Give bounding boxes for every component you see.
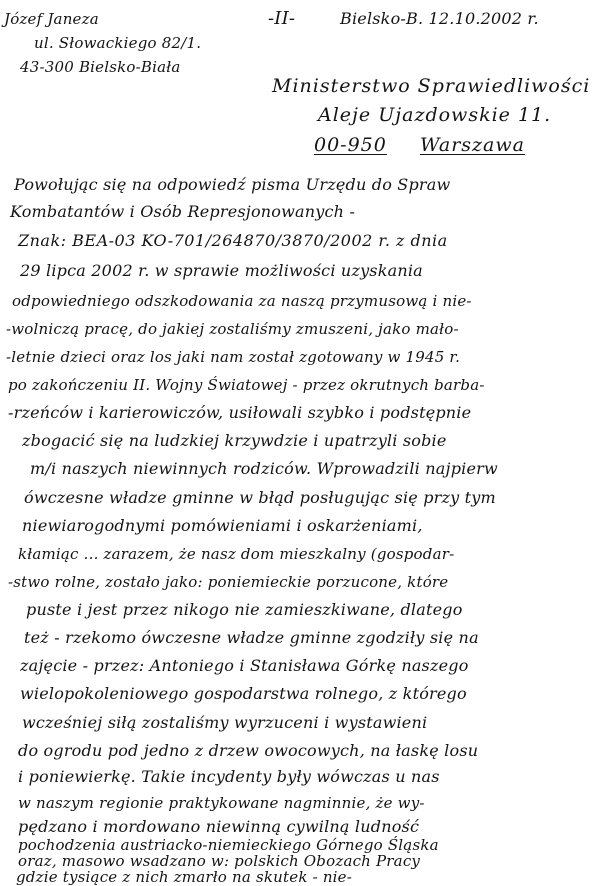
body-line: ówczesne władze gminne w błąd posługując się przy tym [24,488,496,507]
body-line: do ogrodu pod jedno z drzew owocowych, na łaskę losu [18,741,479,760]
body-line: pędzano i mordowano niewinną cywilną ludność [18,817,420,836]
addressee-postal-code: 00-950 [314,134,387,156]
page-marker: -II- [268,8,296,29]
body-line: kłamiąc ... zarazem, że nasz dom mieszkalny (gospodar- [18,545,455,563]
body-line: po zakończeniu II. Wojny Światowej - przez okrutnych barba- [8,376,485,394]
addressee-city: Warszawa [420,134,525,156]
body-line: m/i naszych niewinnych rodziców. Wprowadzili najpierw [30,459,498,478]
body-line: pochodzenia austriacko-niemieckiego Górnego Śląska [18,836,439,854]
body-line: 29 lipca 2002 r. w sprawie możliwości uzyskania [20,261,423,280]
body-line: wielopokoleniowego gospodarstwa rolnego, z którego [20,684,467,703]
body-line: -letnie dzieci oraz los jaki nam został zgotowany w 1945 r. [6,348,461,366]
body-line: -rzeńców i karierowiczów, usiłowali szybko i podstępnie [8,403,472,422]
body-line: -wolniczą pracę, do jakiej zostaliśmy zmuszeni, jako mało- [6,320,459,338]
body-line: wcześniej siłą zostaliśmy wyrzuceni i wystawieni [22,713,428,732]
sender-street: ul. Słowackiego 82/1. [34,34,202,52]
body-line: gdzie tysiące z nich zmarło na skutek - nie- [16,868,353,886]
place-date: Bielsko-B. 12.10.2002 r. [340,9,539,28]
sender-city: 43-300 Bielsko-Biała [20,58,181,76]
body-line: niewiarogodnymi pomówieniami i oskarżeniami, [22,516,423,535]
body-line: w naszym regionie praktykowane nagminnie, że wy- [18,794,425,812]
addressee-line-1: Ministerstwo Sprawiedliwości [272,75,591,97]
addressee-line-2: Aleje Ujazdowskie 11. [318,104,552,126]
sender-name: Józef Janeza [4,10,99,28]
body-line: zbogacić się na ludzkiej krzywdzie i upatrzyli sobie [22,431,447,450]
body-line: też - rzekomo ówczesne władze gminne zgodziły się na [24,628,479,647]
body-line: Powołując się na odpowiedź pisma Urzędu do Spraw [14,175,451,194]
body-line: Kombatantów i Osób Represjonowanych - [10,202,356,221]
body-line: oraz, masowo wsadzano w: polskich Obozach Pracy [18,852,421,870]
body-line: Znak: BEA-03 KO-701/264870/3870/2002 r. z dnia [18,231,448,250]
body-line: odpowiedniego odszkodowania za naszą przymusową i nie- [12,292,472,310]
body-line: puste i jest przez nikogo nie zamieszkiwane, dlatego [26,600,463,619]
body-line: zajęcie - przez: Antoniego i Stanisława Górkę naszego [20,656,469,675]
body-line: i poniewierkę. Takie incydenty były wówczas u nas [18,767,440,786]
body-line: -stwo rolne, zostało jako: poniemieckie porzucone, które [8,573,449,591]
